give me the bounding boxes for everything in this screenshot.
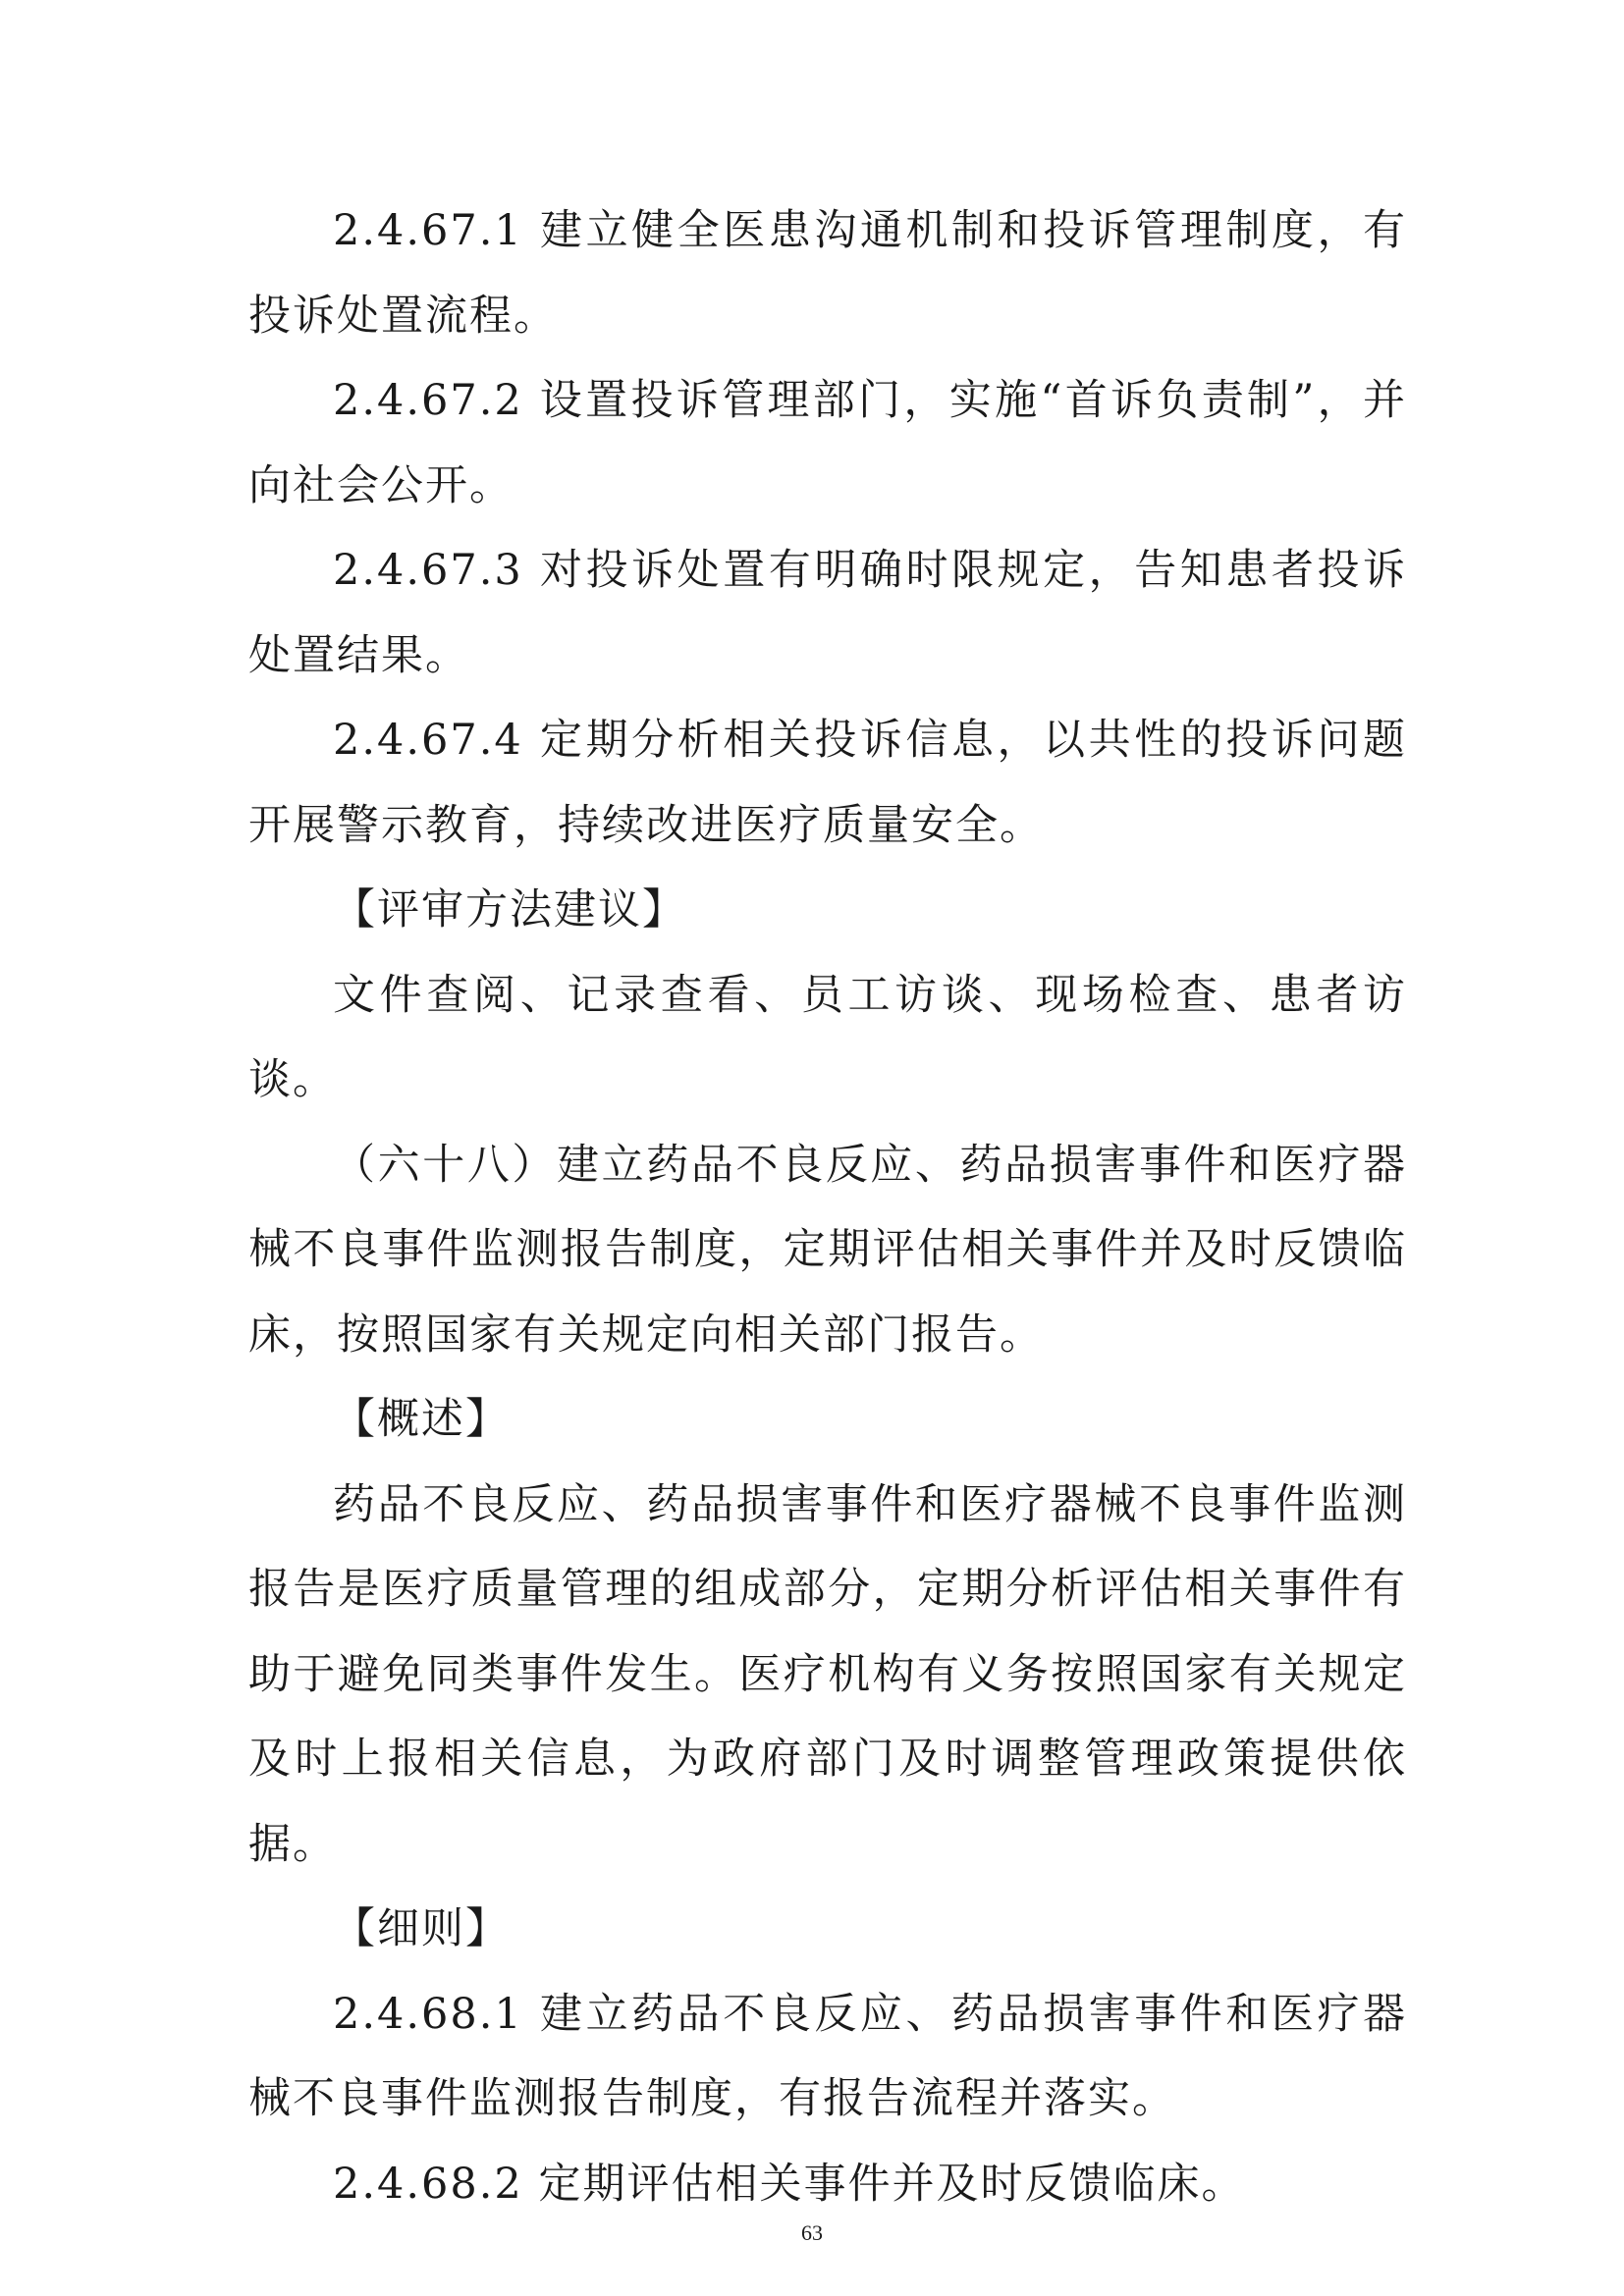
review-method-text: 文件查阅、记录查看、员工访谈、现场检查、患者访谈。	[248, 970, 1407, 1104]
clause-2-4-67-1: 2.4.67.1 建立健全医患沟通机制和投诉管理制度，有投诉处置流程。	[248, 206, 1407, 341]
article-68-title: （六十八）建立药品不良反应、药品损害事件和医疗器械不良事件监测报告制度，定期评估相关事件并及时反馈临床，按照国家有关规定向相关部门报告。	[248, 1140, 1407, 1360]
section-heading-review-method: 【评审方法建议】	[333, 885, 686, 934]
page-content	[248, 188, 1407, 2226]
clause-2-4-67-3: 2.4.67.3 对投诉处置有明确时限规定，告知患者投诉处置结果。	[248, 546, 1407, 680]
clause-2-4-68-2: 2.4.68.2 定期评估相关事件并及时反馈临床。	[333, 2159, 1246, 2209]
clause-2-4-68-1: 2.4.68.1 建立药品不良反应、药品损害事件和医疗器械不良事件监测报告制度，有报告流程并落实。	[248, 1989, 1407, 2123]
page-number: 63	[801, 2220, 823, 2245]
section-heading-details: 【细则】	[333, 1904, 510, 1953]
clause-2-4-67-4: 2.4.67.4 定期分析相关投诉信息，以共性的投诉问题开展警示教育，持续改进医疗质量安全。	[248, 716, 1407, 850]
overview-text: 药品不良反应、药品损害事件和医疗器械不良事件监测报告是医疗质量管理的组成部分，定期分析评估相关事件有助于避免同类事件发生。医疗机构有义务按照国家有关规定及时上报相关信息，为政府部门及时调整管理政策提供依据。	[248, 1479, 1407, 1869]
section-heading-overview: 【概述】	[333, 1395, 510, 1444]
clause-2-4-67-2: 2.4.67.2 设置投诉管理部门，实施“首诉负责制”，并向社会公开。	[248, 376, 1407, 510]
